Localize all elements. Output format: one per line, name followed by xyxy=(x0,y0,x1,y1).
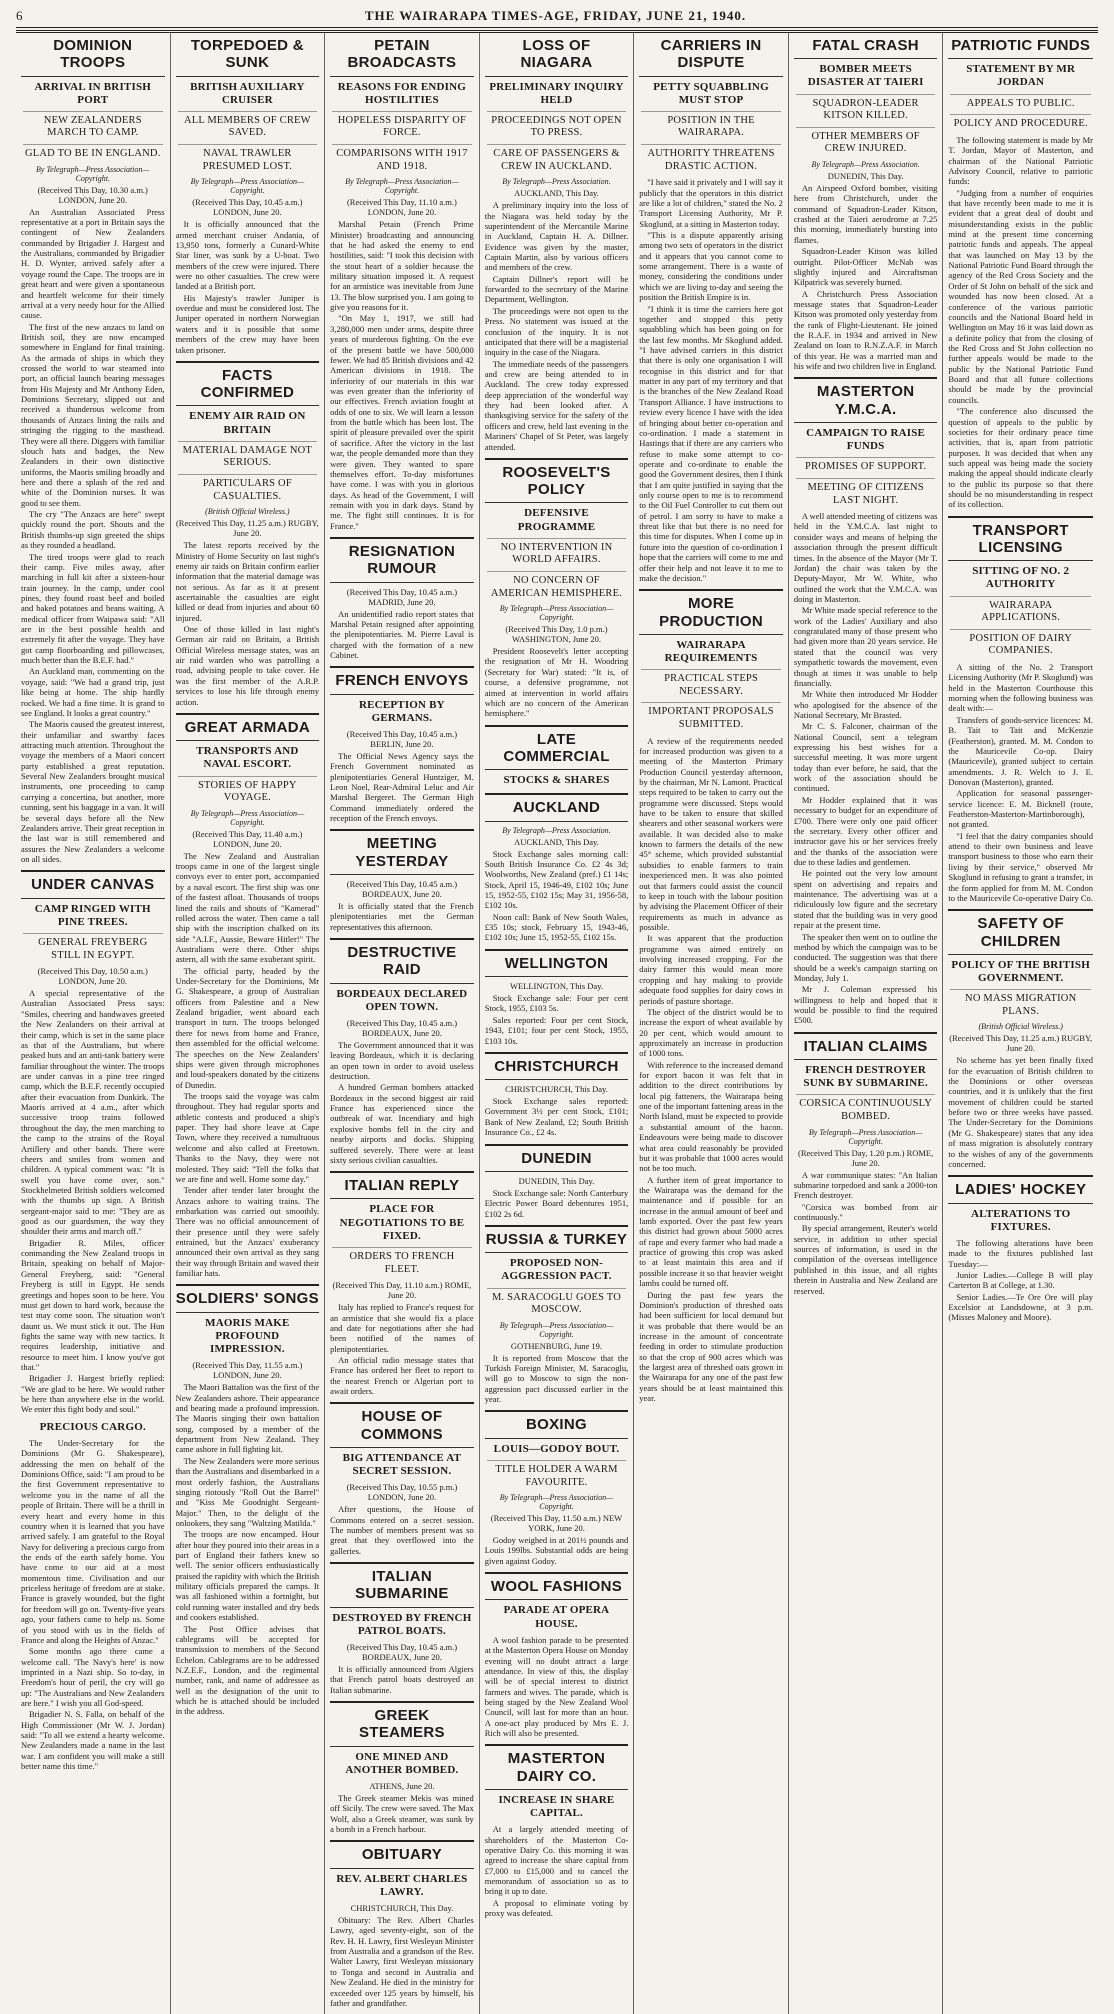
headline: HOUSE OF COMMONS xyxy=(330,1402,474,1448)
subheadline: NO INTERVENTION IN WORLD AFFAIRS. xyxy=(487,538,627,567)
dateline: DUNEDIN, This Day. xyxy=(827,171,904,181)
paragraph: A proposal to eliminate voting by proxy was defeated. xyxy=(484,1897,629,1919)
paragraph: An official radio message states that France has ordered her fleet to report to the nearest French or Algerian port to await orders. xyxy=(330,1355,474,1397)
byline: By Telegraph—Press Association—Copyright. xyxy=(190,177,305,196)
headline: LOSS OF NIAGARA xyxy=(485,33,629,77)
paragraph: Obituary: The Rev. Albert Charles Lawry, aged seventy-eight, son of the Rev. H. H. Lawry, first Wesleyan Minister from Australia and a grandson of the Rev. Walter Lawry, first Wesleyan missionary to Tonga and second in Australia and New Zealand. He died in the ministry for exceeded over 125 years by himself, his father and grandfather. xyxy=(330,1915,474,2008)
paragraph: The official party, headed by the Under-Secretary for the Dominions, Mr G. Shakespeare, a group of Australian officers from Palestine and a New Zealand brigadier, went aboard each transport in turn. The troops belonged there for news from home and France, then assembled for the official welcome. The speeches on the New Zealanders' ships were given through microphones and loud-speakers donated by the citizens of Dunedin. xyxy=(175,965,320,1090)
paragraph: The New Zealanders were more serious than the Australians and disembarked in a most orderly fashion, the Australians singing riotously "Roll Out the Barrel" and "Kiss Me Goodnight Sergeant-Major." Then, to the delight of the onlookers, they sang "Waltzing Matilda." xyxy=(175,1455,320,1528)
subheadline: STOCKS & SHARES xyxy=(503,774,610,787)
headline: CHRISTCHURCH xyxy=(485,1052,629,1080)
paragraph: The Post Office advises that cablegrams will be accepted for transmission to members of the Second Echelon. Cablegrams are to be addressed N.Z.E.F., London, and the regimental number, rank, and name of addressee as well as the designation of the unit to which he is attached should be included in the address. xyxy=(175,1623,320,1717)
dateline: AUCKLAND, This Day. xyxy=(514,836,599,847)
article xyxy=(485,1744,629,1918)
article xyxy=(330,938,474,1165)
article xyxy=(485,725,629,788)
paragraph: Marshal Petain (French Prime Minister) broadcasting and announcing that he had asked the enemy to end hostilities, said: "I took this decision with the stout heart of a soldier because the military situation imposed it. A request for an armistice was inevitable from June 13. The blow surprised you. I am going to give you reasons for it. xyxy=(330,219,474,313)
dateline: (Received This Day, 10.45 a.m.) BORDEAUX, June 20. xyxy=(346,1642,458,1663)
dateline: CHRISTCHURCH, This Day. xyxy=(350,1903,454,1914)
subheadline: REV. ALBERT CHARLES LAWRY. xyxy=(336,1872,468,1898)
article xyxy=(485,949,629,1046)
paragraph: Captain Dillner's report will be forwarded to the secretary of the Marine Department, Wellington. xyxy=(484,273,629,305)
paragraph: Junior Ladies.—College B will play Carterton B at College, at 1.30. xyxy=(948,1269,1093,1291)
subheadline: HOPELESS DISPARITY OF FORCE. xyxy=(332,111,472,140)
column-7 xyxy=(943,33,1098,2014)
dateline: (Received This Day, 10.55 p.m.) LONDON, June 20. xyxy=(346,1482,458,1503)
dateline: (Received This Day, 11.25 a.m.) RUGBY, June 20. xyxy=(175,518,319,539)
paragraph: Italy has replied to France's request for an armistice that she would fix a place and date for negotiations after she had been notified of the names of plenipotentiaries. xyxy=(330,1302,474,1354)
paragraph: The immediate needs of the passengers and crew are being attended to in Auckland. The crew today expressed deep appreciation of the wonderful way they had been looked after. A thanksgiving service for the safety of the officers and crew, held last evening in the Mariners' Chapel of St Peter, was largely attended. xyxy=(484,358,629,452)
headline: FACTS CONFIRMED xyxy=(176,361,320,407)
paragraph: An Airspeed Oxford bomber, visiting here from Christchurch, under the command of Squadron-Leader Kitson, crashed at the Taieri aerodrome at 7.25 this morning, immediately bursting into flames. xyxy=(793,183,938,245)
subheadline: RECEPTION BY GERMANS. xyxy=(359,698,445,724)
byline: By Telegraph—Press Association. xyxy=(502,177,611,187)
paragraph: "On May 1, 1917, we still had 3,280,000 men under arms, despite three years of murderous fighting. On the eve of the present battle we have 500,000 fewer. We had 85 British divisions and 42 American divisions in 1918. The inferiority of our materials in this war was even greater than the inferiority of our effectives. French aviation fought at odds of one to six. We will learn a lesson from the battle which has been lost. The spirit of pleasure prevailed over the spirit of sacrifice. After the victory in the last war, the people demanded more than they were given. They wanted to spare themselves effort. To-day misfortunes have come. I was with you in glorious days. As head of the Government, I will remain with you in dark days. Stand by me. The fight still continues. It is for France." xyxy=(330,313,474,531)
paragraph: "I think it is time the carriers here got together and stopped this petty squabbling which has been going on for the last few months. Mr Skoglund added. "I have advised carriers in this district that there is only one organisation I will recognise in this district and for that matter in any part of my territory and that is the branches of the New Zealand Road Transport Alliance. I have instructions to review every licence I have with the idea of bringing about better co-operation and co-ordination. I made a statement in Hastings that if there are any carriers who refuse to make some attempt to co-operate and co-ordinate to enable the good the Government desires, then I think that I am quite justified in saying that the only course open to me is to recommend to the Oil Fuel Controller to cut them out of petrol. I am sorry to have to make a threat like that but there is no need for this time for disputes. When I come up in future into the question of co-ordination I hope that the carriers will come to me and offer their help and not leave it to me to make the decision." xyxy=(639,303,783,583)
paragraph: No scheme has yet been finally fixed for the evacuation of British children to the Dominions or other overseas countries, and it is unlikely that the first movement of children could be started before two or three weeks have passed. The Under-Secretary for the Dominions (Mr G. Shakespeare) states that any idea of mass migration is absolutely contrary to the wishes of any of the governments concerned. xyxy=(948,1055,1093,1169)
paragraph: "I feel that the dairy companies should attend to their own business and leave transport business to those who earn their living by their service," observed Mr Skoglund in refusing to grant a transfer, in the form applied for from M. M. Condon to the Mauricevile Co-operative Dairy Co. xyxy=(948,830,1093,903)
article xyxy=(639,33,783,583)
paragraph: The first of the new anzacs to land on British soil, they are now encamped somewhere in England for final training. As the armada of ships in which they crossed the world to war steamed into port, an official launch bearing messages from His Majesty and Mr Anthony Eden, Dominions Secretary, slipped out and received a thunderous welcome from thousands of Anzacs lining the rails and stringing the rigging to the masthead. They were all there. Diggers with familiar slouch hats and badges, the New Zealanders in their own distinctive uniforms, the Maoris smiling broadly and here and there a splash of the red and white of the Dominion nurses. It was good to see them. xyxy=(21,321,165,508)
article xyxy=(330,1402,474,1556)
paragraph: His Majesty's trawler Juniper is overdue and must be considered lost. The Juniper operated in northern Norwegian waters and it is possible that some members of the crew may have been taken prisoner. xyxy=(175,292,320,355)
dateline: (Received This Day, 11.10 a.m.) LONDON, June 20. xyxy=(346,197,457,218)
paragraph: An unidentified radio report states that Marshal Petain resigned after appointing the plenipotentiaries. M. Pierre Laval is charged with the formation of a new Cabinet. xyxy=(330,608,474,660)
paragraph: With reference to the increased demand for export bacon it was felt that in addition to the direct contributions by local pig fatteners, the Wairarapa being one of the important fattening areas in the North Island, must be expected to provide a substantial amount of the bacon. Endeavours were being made to discover what area could reasonably be provided but it was probable that 1000 acres would not be too much. xyxy=(639,1059,783,1174)
subheadline: ARRIVAL IN BRITISH PORT xyxy=(34,80,152,106)
subheadline: M. SARACOGLU GOES TO MOSCOW. xyxy=(487,1288,627,1317)
article xyxy=(485,33,629,452)
paragraph: Mr White made special reference to the work of the Ladies' Auxiliary and also congratulated many of those present who had given more than 20 years service. He stated that the council was very sympathetic towards the movement, even though at times it was unable to help financially. xyxy=(793,605,938,688)
subheadline: PROPOSED NON-AGGRESSION PACT. xyxy=(501,1257,612,1283)
paragraph: The Government announced that it was leaving Bordeaux, which it is declaring an open town in order to avoid useless destruction. xyxy=(330,1039,474,1081)
subheadline: GLAD TO BE IN ENGLAND. xyxy=(23,144,163,161)
article xyxy=(948,909,1093,1169)
byline: By Telegraph—Press Association—Copyright. xyxy=(499,1493,614,1512)
paragraph: "I have said it privately and I will say it publicly that the operators in this district are like a lot of children," stated the No. 2 Transport Licensing Authority, Mr P. Skoglund, at a sitting in Masterton today. xyxy=(639,177,783,229)
subheadline: POLICY AND PROCEDURE. xyxy=(950,114,1091,131)
subheadline: ENEMY AIR RAID ON BRITAIN xyxy=(189,410,306,436)
byline: (British Official Wireless.) xyxy=(205,507,290,517)
dateline: DUNEDIN, This Day. xyxy=(518,1175,595,1186)
headline: MASTERTON Y.M.C.A. xyxy=(794,377,938,423)
subheadline: REASONS FOR ENDING HOSTILITIES xyxy=(337,80,467,106)
byline: (British Official Wireless.) xyxy=(978,1022,1063,1032)
subheadline: DEFENSIVE PROGRAMME xyxy=(517,507,596,533)
dateline: ATHENS, June 20. xyxy=(369,1780,435,1791)
subheadline: CAMP RINGED WITH PINE TREES. xyxy=(34,902,151,928)
headline: FATAL CRASH xyxy=(794,33,938,59)
subheadline: GENERAL FREYBERG STILL IN EGYPT. xyxy=(23,933,163,962)
subheadline: WAIRARAPA APPLICATIONS. xyxy=(950,596,1091,625)
paragraph: One of those killed in last night's German air raid on Britain, a British Official Wireless message states, was an air raid warden who was patrolling a road, advising people to take cover. He was the first member of the A.R.P. services to lose his life through enemy action. xyxy=(175,624,320,707)
headline: OBITUARY xyxy=(330,1840,474,1868)
paragraph: Stock Exchange sales morning call: South British Insurance Co. £2 4s 3d; Woolworths, New Zealand (pref.) £1 14s; Stock, April 15, 1946-49, £102 10s; June 15, 1952-55, £102 15s; May 31, 1956-58, £102 10s. xyxy=(484,848,629,911)
article xyxy=(794,1032,938,1296)
paragraph: President Roosevelt's letter accepting the resignation of Mr H. Woodring (Secretary for War) stated: "It is, of course, a defensive programme, not aimed at intervention in world affairs which are no concern of the American hemisphere." xyxy=(484,646,629,719)
headline: ROOSEVELT'S POLICY xyxy=(485,458,629,504)
paragraph: "Judging from a number of enquiries that have recently been made to me it is evident that a great deal of doubt and misunderstanding exists in the public mind at the present time concerning patriotic funds and appeals. The appeal that was launched on May 13 by the National Patriotic Fund Board through the agency of the Red Cross Society and the Order of St John on behalf of the sick and wounded has now been closed. At a conference of the various patriotic councils and the National Board held in Wellington on May 16 it was laid down as a definite policy that from the closing of the Red Cross and St John collection no further appeals would be made to the public by the National Patriotic Fund Board and that all future collections should be made by the provincial councils. xyxy=(948,187,1093,405)
article xyxy=(485,1410,629,1566)
paragraph: The cry "The Anzacs are here" swept quickly round the port. Shouts and the British thumbs-up sign greeted the ships as they rounded a headland. xyxy=(21,509,165,551)
subheadline: POLICY OF THE BRITISH GOVERNMENT. xyxy=(951,958,1090,984)
column-1 xyxy=(16,33,171,2014)
paragraph: A hundred German bombers attacked Bordeaux in the second biggest air raid France has experienced since the outbreak of war. Incendiary and high explosive bombs fell in the city and nearby airports and docks. Shipping suffered severely. There were at least sixty serious civilian casualties. xyxy=(330,1082,474,1165)
byline: By Telegraph—Press Association—Copyright. xyxy=(345,177,459,196)
article xyxy=(176,713,320,1279)
subheadline: BIG ATTENDANCE AT SECRET SESSION. xyxy=(342,1451,462,1478)
headline: BOXING xyxy=(485,1410,629,1438)
subheadline: LOUIS—GODOY BOUT. xyxy=(493,1442,620,1455)
page-number: 6 xyxy=(16,8,23,23)
paragraph: Brigadier N. S. Falla, on behalf of the High Commissioner (Mr W. J. Jordan) said: "To all we extend a hearty welcome. New Zealanders made a name in the last war. I am confident you will make a still better name this time." xyxy=(21,1709,165,1772)
headline: DESTRUCTIVE RAID xyxy=(330,938,474,984)
subheadline: PLACE FOR NEGOTIATIONS TO BE FIXED. xyxy=(339,1203,465,1242)
headline: WELLINGTON xyxy=(485,949,629,977)
headline: AUCKLAND xyxy=(485,793,629,821)
headline: RESIGNATION RUMOUR xyxy=(330,537,474,583)
paragraph: Noon call: Bank of New South Wales, £35 10s; stock, February 15, 1943-46, £102 10s; June 15, 1952-55, £102 15s. xyxy=(484,911,629,943)
paragraph: The latest reports received by the Ministry of Home Security on last night's enemy air raids on Britain confirm earlier information that the material damage was not serious. As far as it at present ascertainable the casualties are eight killed or dead from injuries and about 60 injured. xyxy=(175,540,320,623)
subheadline: NAVAL TRAWLER PRESUMED LOST. xyxy=(178,144,318,173)
paragraph: It is officially announced that the armed merchant cruiser Andania, of 13,950 tons, formerly a Cunard-White Star liner, was sunk by a U-boat. Two members of the crew were injured. There were no other casualties. The crew were landed at a British port. xyxy=(175,219,320,292)
headline: TORPEDOED & SUNK xyxy=(176,33,320,77)
paragraph: The Greek steamer Mekis was mined off Sicily. The crew were saved. The Max Wolf, also a Greek steamer, was sunk by a bomb in a French harbour. xyxy=(330,1792,474,1835)
subheadline: NO MASS MIGRATION PLANS. xyxy=(950,989,1091,1018)
article xyxy=(330,33,474,531)
paragraph: By special arrangement, Reuter's world service, in addition to other special sources of information, is used in the compilation of the overseas intelligence published in this issue, and all rights therein in Australia and New Zealand are reserved. xyxy=(793,1223,938,1296)
paragraph: It is officially announced from Algiers that French patrol boats destroyed an Italian submarine. xyxy=(330,1664,474,1695)
paragraph: Transfers of goods-service licences: M. B. Tait to Tait and McKenzie (Featherston), granted. M. M. Condon to the Mauricevile Co-op. Dairy (Mauricevile), granted subject to certain amendments. J. R. Welch to J. E. Donovan (Masterton), granted. xyxy=(948,714,1093,787)
subheadline: MATERIAL DAMAGE NOT SERIOUS. xyxy=(178,441,318,470)
article xyxy=(330,829,474,932)
article xyxy=(330,1701,474,1834)
headline: LATE COMMERCIAL xyxy=(485,725,629,771)
byline: By Telegraph—Press Association—Copyright. xyxy=(190,808,305,827)
column-3 xyxy=(325,33,480,2014)
subheadline: CAMPAIGN TO RAISE FUNDS xyxy=(806,426,926,453)
article xyxy=(485,793,629,942)
headline: UNDER CANVAS xyxy=(21,870,165,898)
paragraph: The tired troops were glad to reach their camp. Five miles away, after marching in full kit after a sixteen-hour train journey. In the camp, under cool pines, they found roast beef and boiled and baked potatoes and beans waiting. A medical officer from Waipawa said: "All are in the best possible health and extremely fit after the voyage. They have got camp floorboarding and pillowcases, much better than the B.E.F. had." xyxy=(21,551,165,666)
article xyxy=(21,1421,165,1772)
paragraph: Brigadier J. Hargest briefly replied: "We are glad to be here. We would rather be here than anywhere else in the world. We enter this fight body and soul." xyxy=(21,1373,165,1415)
paragraph: Stock Exchange sale: Four per cent Stock, 1955, £103 5s. xyxy=(484,993,629,1014)
headline: DOMINION TROOPS xyxy=(21,33,165,77)
dateline: (Received This Day, 1.0 p.m.) WASHINGTON, June 20. xyxy=(505,624,608,645)
headline: MORE PRODUCTION xyxy=(639,589,783,635)
article xyxy=(330,1562,474,1695)
subheadline: COMPARISONS WITH 1917 AND 1918. xyxy=(332,144,472,173)
paragraph: The following alterations have been made to the fixtures published last Tuesday:— xyxy=(948,1237,1093,1269)
paragraph: "This is a dispute apparently arising among two sets of operators in the district and it appears that you cannot come to some arrangement. There is a waste of money, considering the conditions under which we are living to-day and seeing the position the British Empire is in. xyxy=(639,230,783,303)
article xyxy=(794,377,938,1025)
subheadline: POSITION IN THE WAIRARAPA. xyxy=(641,111,781,140)
dateline: (Received This Day, 10.30 a.m.) LONDON, June 20. xyxy=(37,184,148,205)
paragraph: A war communique states: "An Italian submarine torpedoed and sank a 2000-ton French destroyer. xyxy=(793,1169,938,1201)
paragraph: The proceedings were not open to the Press. No statement was issued at the conclusion of the inquiry. It is not anticipated that there will be a magisterial inquiry in the case of the Niagara. xyxy=(484,305,629,358)
headline: LADIES' HOCKEY xyxy=(948,1175,1093,1203)
article xyxy=(21,33,165,864)
headline: ITALIAN SUBMARINE xyxy=(330,1562,474,1608)
subheadline: INCREASE IN SHARE CAPITAL. xyxy=(498,1793,615,1820)
dateline: AUCKLAND, This Day. xyxy=(514,188,599,199)
paragraph: Mr White then introduced Mr Hodder who apologised for the absence of the National Secretary, Mr Brasted. xyxy=(793,689,938,720)
headline: GREAT ARMADA xyxy=(176,713,320,741)
article xyxy=(485,1225,629,1405)
paragraph: It is reported from Moscow that the Turkish Foreign Minister, M. Saracoglu, will go to Moscow to sign the non-aggression pact discussed earlier in the year. xyxy=(484,1352,629,1405)
article xyxy=(330,666,474,823)
byline: By Telegraph—Press Association. xyxy=(502,825,611,835)
article xyxy=(176,1284,320,1716)
subheadline: AUTHORITY THREATENS DRASTIC ACTION. xyxy=(641,144,781,173)
paragraph: At a largely attended meeting of shareholders of the Masterton Co-operative Dairy Co. this morning it was agreed to increase the share capital from £7,000 to £15,000 and to cancel the memorandum of association so as to bring it up to date. xyxy=(484,1824,629,1897)
paragraph: The New Zealand and Australian troops came in one of the largest single convoys ever to enter port, accompanied by a naval escort. The first ship was one of the fastest afloat. Thousands of troops lined the rails and shouts of "Kamerad" rolled across the water. Then came a tall ship with the inscription chalked on its side "A.I.F., Aussie, Beware Hitler!" The Australians were there. Other ships astern, all with the same exuberant spirit. xyxy=(175,850,320,965)
headline: CARRIERS IN DISPUTE xyxy=(639,33,783,77)
paragraph: A Christchurch Press Association message states that Squadron-Leader Kitson was promoted only yesterday from the rank of Flight-Lieutenant. He joined the R.A.F. in 1934 and arrived in New Zealand on loan to R.N.Z.A.F. in March of this year. He was a married man and his wife and two children live in England. xyxy=(793,288,938,372)
subheadline: NO CONCERN OF AMERICAN HEMISPHERE. xyxy=(487,571,627,600)
byline: By Telegraph—Press Association—Copyright. xyxy=(36,164,150,183)
dateline: (Received This Day, 11.10 a.m.) ROME, June 20. xyxy=(332,1280,472,1301)
subheadline: PARTICULARS OF CASUALTIES. xyxy=(178,474,318,503)
newspaper-title: THE WAIRARAPA TIMES-AGE, FRIDAY, JUNE 21, 1940. xyxy=(364,8,747,23)
subheadline: BRITISH AUXILIARY CRUISER xyxy=(190,80,305,106)
article xyxy=(794,33,938,371)
dateline: (Received This Day, 10.45 a.m.) BORDEAUX, June 20. xyxy=(346,1017,458,1038)
paragraph: The Maoris caused the greatest interest, their unfamiliar and swarthy faces attracting much attention. Throughout the voyage the members of a Maori concert party established a great reputation. Several New Zealanders brought musical instruments, one proceeding to camp carrying a concertina, but another, more cunning, sent his baggage in a van. It will be several days before all the New Zealanders arrive. Their great reception in the last war is still remembered and assures the New Zealanders a welcome on all sides. xyxy=(21,719,165,864)
article xyxy=(330,1840,474,2008)
paragraph: Squadron-Leader Kitson was killed outright. Pilot-Officer McNab was slightly injured and Aircraftsman Kilpatrick was severely burned. xyxy=(793,246,938,288)
headline: PATRIOTIC FUNDS xyxy=(948,33,1093,59)
paragraph: The Official News Agency says the French Government nominated as plenipotentiaries General Huntziger, M. Leon Noel, Rear-Admiral Leluc and Air Marshal Bergeret. The German High Command immediately ordered the reception of the French envoys. xyxy=(330,750,474,824)
subheadline: PROCEEDINGS NOT OPEN TO PRESS. xyxy=(487,111,627,140)
column-5 xyxy=(634,33,789,2014)
article xyxy=(948,1175,1093,1323)
columns-container xyxy=(16,33,1098,2008)
subheadline: SQUADRON-LEADER KITSON KILLED. xyxy=(796,94,936,123)
paragraph: The Maori Battalion was the first of the New Zealanders ashore. Their appearance and bearing made a profound impression. The Maoris singing their own battalion song, composed by a member of the department from New Zealand. They came ashore in full fighting kit. xyxy=(175,1382,320,1455)
paragraph: Senior Ladies.—Te Ore Ore will play Excelsior at Landsdowne, at 3 p.m. (Misses Maloney and Moore). xyxy=(948,1291,1093,1323)
subheadline: IMPORTANT PROPOSALS SUBMITTED. xyxy=(641,702,781,731)
subheadline: PROMISES OF SUPPORT. xyxy=(796,457,936,474)
dateline: (Received This Day, 11.50 a.m.) NEW YORK, June 20. xyxy=(490,1513,623,1534)
byline: By Telegraph—Press Association—Copyright. xyxy=(808,1127,923,1146)
headline: MEETING YESTERDAY xyxy=(330,829,474,875)
subheadline: POSITION OF DAIRY COMPANIES. xyxy=(950,629,1091,658)
dateline: CHRISTCHURCH, This Day. xyxy=(505,1084,608,1095)
dateline: (Received This Day, 1.20 p.m.) ROME, June 20. xyxy=(797,1147,934,1168)
headline: RUSSIA & TURKEY xyxy=(485,1225,629,1253)
paragraph: Some months ago there came a welcome call. 'The Navy's here' is now imprinted in a Nazi ship. So to-day, in Freedom's hour of peril, the cry will go up: "The Australians and New Zealanders are here." I wish you all God-speed. xyxy=(21,1646,165,1709)
paragraph: A sitting of the No. 2 Transport Licensing Authority (Mr P. Skoglund) was held in the Masterton Courthouse this morning when the following business was dealt with:— xyxy=(948,662,1093,714)
subheadline: TITLE HOLDER A WARM FAVOURITE. xyxy=(487,1460,627,1489)
paragraph: Application for seasonal passenger-service licence: E. M. Bicknell (route, Featherston-Masterton-Martinborough), not granted. xyxy=(948,788,1093,830)
headline: TRANSPORT LICENSING xyxy=(948,516,1093,562)
subheadline: PETTY SQUABBLING MUST STOP xyxy=(653,80,769,106)
byline: By Telegraph—Press Association. xyxy=(811,160,920,169)
dateline: (Received This Day, 10.45 a.m.) MADRID, June 20. xyxy=(346,586,458,607)
paragraph: An Auckland man, commenting on the voyage, said: "We had a grand trip, just like being at home. The ship hardly rocked. We had a fine time. It is grand to see England. It looks a great country." xyxy=(21,666,165,718)
paragraph: A preliminary inquiry into the loss of the Niagara was held today by the superintendent of the Mercantile Marine in Auckland, Captain H. A. Dillner. Evidence was given by the master, Captain Martin, also by various officers and members of the crew. xyxy=(484,200,629,273)
paragraph: Sales reported: Four per cent Stock, 1943, £101; four per cent Stock, 1955, £103 10s. xyxy=(484,1014,629,1046)
headline: MASTERTON DAIRY CO. xyxy=(485,1744,629,1790)
headline: FRENCH ENVOYS xyxy=(330,666,474,694)
byline: By Telegraph—Press Association—Copyright. xyxy=(499,604,614,623)
article xyxy=(485,1052,629,1138)
subheadline: NEW ZEALANDERS MARCH TO CAMP. xyxy=(23,111,163,140)
paragraph: Stock Exchange sales reported: Government 3½ per cent Stock, £101; Bank of New Zealand, £2; South British Insurance Co., £2 4s. xyxy=(484,1096,629,1138)
paragraph: The object of the district would be to increase the export of wheat available by 20 per cent, which would amount to approximately an increase in production of 1000 tons. xyxy=(639,1006,783,1059)
subheadline: ALTERATIONS TO FIXTURES. xyxy=(971,1207,1071,1233)
paragraph: Mr C. S. Falconer, chairman of the National Council, sent a telegram expressing his best wishes for a successful meeting. It was more urgent today than ever before, he said, that the work of the association should be continued. xyxy=(793,721,938,794)
paragraph: He pointed out the very low amount spent on advertising and repairs and maintenance. The advertising was at a ridiculously low figure and the secretary stated that the building was in very good repair at the present time. xyxy=(793,868,938,931)
dateline: (Received This Day, 10.50 a.m.) LONDON, June 20. xyxy=(37,966,148,987)
subheadline: PRELIMINARY INQUIRY HELD xyxy=(489,80,624,106)
article xyxy=(485,1572,629,1738)
subheadline: PARADE AT OPERA HOUSE. xyxy=(503,1604,610,1630)
column-4 xyxy=(480,33,635,2014)
column-2 xyxy=(171,33,326,2014)
byline: By Telegraph—Press Association—Copyright. xyxy=(499,1320,614,1339)
article xyxy=(176,33,320,355)
paragraph: "Corsica was bombed from air continuously." xyxy=(793,1201,938,1222)
paragraph: The following statement is made by Mr T. Jordan, Mayor of Masterton, and chairman of the National Patriotic Advisory Council, relative to patriotic funds: xyxy=(948,134,1093,187)
article xyxy=(948,516,1093,904)
headline: GREEK STEAMERS xyxy=(330,1701,474,1747)
paragraph: The troops said the voyage was calm throughout. They had regular sports and athletic contests and produced a ship's paper. They had shore leave at Cape Town, where they received a tumultuous welcome and also called at Freetown. Thanks to the Navy, they were not molested. They said: "Tell the folks that we are fine and well. Home some day." xyxy=(175,1091,320,1184)
headline: SAFETY OF CHILDREN xyxy=(948,909,1093,955)
article xyxy=(639,589,783,1403)
headline: PETAIN BROADCASTS xyxy=(330,33,474,77)
subheadline: ORDERS TO FRENCH FLEET. xyxy=(332,1247,472,1276)
paragraph: The speaker then went on to outline the method by which the campaign was to be conducted. The suggestion was that there should be a week's campaign starting on Monday, July 1. xyxy=(793,931,938,983)
article xyxy=(21,870,165,1415)
subheadline: PRECIOUS CARGO. xyxy=(39,1420,146,1433)
dateline: (Received This Day, 11.25 a.m.) RUGBY, June 20. xyxy=(949,1033,1093,1054)
paragraph: Mr Hodder explained that it was necessary to budget for an expenditure of £700. There were only one paid officer the secretary. Every other officer and instructor gave his or her services freely and the thanks of the association were due to these ladies and gentlemen. xyxy=(793,794,938,867)
paragraph: A further item of great importance to the Wairarapa was the demand for the maintenance and if possible for an increase in the annual amount of beef and lamb exported. Over the past few years this district had grown about 5000 acres of rape and every farmer who had made a practice of growing this crop was asked to at least maintain this area and if possible increase it so that heavier weight lambs could be turned off. xyxy=(639,1174,783,1289)
subheadline: BOMBER MEETS DISASTER AT TAIERI xyxy=(807,63,924,89)
paragraph: Godoy weighed in at 201½ pounds and Louis 199lbs. Substantial odds are being given against Godoy. xyxy=(484,1535,629,1566)
headline: WOOL FASHIONS xyxy=(485,1572,629,1600)
subheadline: CARE OF PASSENGERS & CREW IN AUCKLAND. xyxy=(487,144,627,173)
subheadline: STORIES OF HAPPY VOYAGE. xyxy=(178,776,318,805)
headline: SOLDIERS' SONGS xyxy=(176,1284,320,1312)
paragraph: It is officially stated that the French plenipotentiaries met the German representatives this afternoon. xyxy=(330,900,474,932)
subheadline: STATEMENT BY MR JORDAN xyxy=(966,63,1076,89)
article xyxy=(485,1144,629,1219)
subheadline: CORSICA CONTINUOUSLY BOMBED. xyxy=(796,1094,936,1123)
paragraph: After questions, the House of Commons entered on a secret session. The number of members present was so great that they overflowed into the galleries. xyxy=(330,1504,474,1556)
paragraph: Mr J. Coleman expressed his willingness to help and hoped that it would be possible to find the required £500. xyxy=(793,984,938,1026)
headline: ITALIAN CLAIMS xyxy=(794,1032,938,1060)
subheadline: DESTROYED BY FRENCH PATROL BOATS. xyxy=(332,1611,472,1637)
paragraph: The Under-Secretary for the Dominions (Mr G. Shakespeare), addressing the men on behalf of the Dominions Office, said: "I am proud to be the first Government representative to welcome you in the name of all the people of Britain. There will be a thrill in every heart and every home in this country when it is learned that you have arrived safely. I am grateful to the Royal Navy for delivering a precious cargo from the ends of the earth safely home. You have come to our aid at a most momentous time. Civilisation and our priceless heritage of freedom are at stake. France is gravely wounded, but the fight for freedom will go on. Twenty-five years ago, your fathers came to help us. Some of you stood with us in the fields of France and along the Heights of Anzac." xyxy=(21,1438,165,1645)
masthead xyxy=(16,6,1098,27)
paragraph: "The conference also discussed the question of appeals to the public by societies for their ordinary peace time activities, that is, apart from patriotic purposes. It was decided that when any such appeal was being made the society making the appeal should indicate clearly to the public its purpose so that there should be no misunderstanding in respect of its collection. xyxy=(948,406,1093,510)
dateline: GOTHENBURG, June 19. xyxy=(510,1340,603,1351)
dateline: (Received This Day, 10.45 a.m.) BORDEAUX, June 20. xyxy=(346,878,458,899)
dateline: (Received This Day, 10.45 a.m.) BERLIN, June 20. xyxy=(346,728,458,749)
dateline: WELLINGTON, This Day. xyxy=(509,981,604,992)
dateline: (Received This Day, 11.55 a.m.) LONDON, June 20. xyxy=(192,1360,303,1381)
subheadline: BORDEAUX DECLARED OPEN TOWN. xyxy=(336,987,468,1013)
subheadline: FRENCH DESTROYER SUNK BY SUBMARINE. xyxy=(803,1063,928,1090)
article xyxy=(948,33,1093,510)
subheadline: SITTING OF NO. 2 AUTHORITY xyxy=(972,565,1070,591)
paragraph: Tender after tender later brought the Anzacs ashore to waiting trains. The embarkation was carried out smoothly. There was no official announcement of their presence until they were safely entrained, but the Anzacs' exuberancy announced their own arrival as they sang their way through Britain and waved their familiar hats. xyxy=(175,1185,320,1279)
subheadline: MAORIS MAKE PROFOUND IMPRESSION. xyxy=(205,1316,290,1356)
headline: DUNEDIN xyxy=(485,1144,629,1172)
article xyxy=(330,1171,474,1396)
subheadline: APPEALS TO PUBLIC. xyxy=(950,94,1091,111)
subheadline: WAIRARAPA REQUIREMENTS xyxy=(664,638,758,664)
subheadline: OTHER MEMBERS OF CREW INJURED. xyxy=(796,127,936,156)
subheadline: PRACTICAL STEPS NECESSARY. xyxy=(641,669,781,698)
paragraph: A special representative of the Australian Associated Press says: "Smiles, cheering and handwaves greeted the New Zealanders on their arrival at their camp, which is set in the same place as that of the Australians, but where peaked huts and an anti-tank battery were familiar throughout the winter. The troops are under canvas in a pine tree ringed camp, which the B.E.F. recently occupied after their evacuation from Dunkirk. The Maoris arrived at 4 a.m., after which successive troop trains followed throughout the day, the men marching to the camp to the strains of the Royal Artillery and other bands. There were cheers and smiles from women and children. A typical comment was: "It is swell you have come over, son." Stockhelmeted British soldiers welcomed with the thumbs up sign. A British sergeant-major said to me: "They are as good as our guardsmen, the way they shoulder their arms and march off." xyxy=(21,988,165,1237)
paragraph: The troops are now encamped. Hour after hour they poured into their areas in a part of England their fathers knew so well. The senior officers enthusiastically praised the rapidity with which the British military officials prepared the camps. It was all fashioned within a fortnight, but cold running water installed and dry beds and cookers established. xyxy=(175,1529,320,1623)
paragraph: An Australian Associated Press representative at a port in Britain says the contingent of New Zealanders commanded by Brigadier J. Hargest and the Australians, commanded by Brigadier H. D. Wynter, arrived safely after a voyage round the Cape. The troops are in great heart and were given a spontaneous and heartfelt welcome for their timely arrival at a very needy hour for the Allied cause. xyxy=(21,206,165,321)
paragraph: Brigadier R. Miles, officer commanding the New Zealand troops in Britain, speaking on behalf of Major-General Freyberg, said: "General Freyberg is still in Egypt. He sends greetings and hopes soon to be here. You must get down to hard work, because the test may come soon. The situation won't daunt us. We must stick it out. The Hun fights the same way with new tactics. It requires leadership, initiative and resource to meet him. I know you've got that." xyxy=(21,1237,165,1373)
paragraph: It was apparent that the production programme was aimed entirely on involving increased cropping. For the dairy farmer this would mean more cropping and hay making to provide adequate food supplies for dairy cows in periods of pasture shortage. xyxy=(639,933,783,1006)
article xyxy=(176,361,320,707)
paragraph: A well attended meeting of citizens was held in the Y.M.C.A. last night to consider ways and means of helping the association through the present difficult times. In the absence of the Mayor (Mr T. Jordan) the chair was taken by the Deputy-Mayor, Mr W. White, who outlined the work that the Y.M.C.A. was doing in Masterton. xyxy=(793,511,938,604)
paragraph: During the past few years the Dominion's production of threshed oats had been sufficient for local demand but it was probable that there would be an increase in the amount of concentrate feeding in order to stimulate production so that the crop of 900 acres which was the largest area of threshed oats grown in the Wairarapa for any one of the past few years should be at least maintained this year. xyxy=(639,1289,783,1404)
paragraph: Stock Exchange sale: North Canterbury Electric Power Board debentures 1951, £102 2s 6d. xyxy=(484,1187,629,1219)
subheadline: ALL MEMBERS OF CREW SAVED. xyxy=(178,111,318,140)
article xyxy=(485,458,629,719)
headline: ITALIAN REPLY xyxy=(330,1171,474,1199)
paragraph: A wool fashion parade to be presented at the Masterton Opera House on Monday evening will no doubt attract a large attendance. In view of this, the display will be of special interest to district farmers and wives. The parade, which is being staged by the New Zealand Wool Council, will last for more than an hour. A one-act play produced by Mrs E. J. Rich will also be presented. xyxy=(484,1634,629,1739)
dateline: (Received This Day, 11.40 a.m.) LONDON, June 20. xyxy=(192,828,303,849)
subheadline: MEETING OF CITIZENS LAST NIGHT. xyxy=(796,478,936,507)
paragraph: A review of the requirements needed for increased production was given to a meeting of the Masterton Primary Production Council yesterday afternoon, by the chairman, Mr N. Lamont. Practical steps required to be taken to carry out the programme were discussed. Steps would have to be taken to ensure that skilled shearers and other seasonal workers were available. It was decided also to make known to farmers the details of the new 45° scheme, which provided substantial subsidies to enable farmers to train inexperienced men. It was also pointed out that farmers could assist the council to keep in touch with the labour position by advising the Placement Officer of their requirements as much in advance as possible. xyxy=(639,735,783,932)
subheadline: ONE MINED AND ANOTHER BOMBED. xyxy=(345,1750,459,1776)
column-6 xyxy=(789,33,944,2014)
dateline: (Received This Day, 10.45 a.m.) LONDON, June 20. xyxy=(192,197,303,218)
subheadline: TRANSPORTS AND NAVAL ESCORT. xyxy=(196,745,299,771)
article xyxy=(330,537,474,660)
